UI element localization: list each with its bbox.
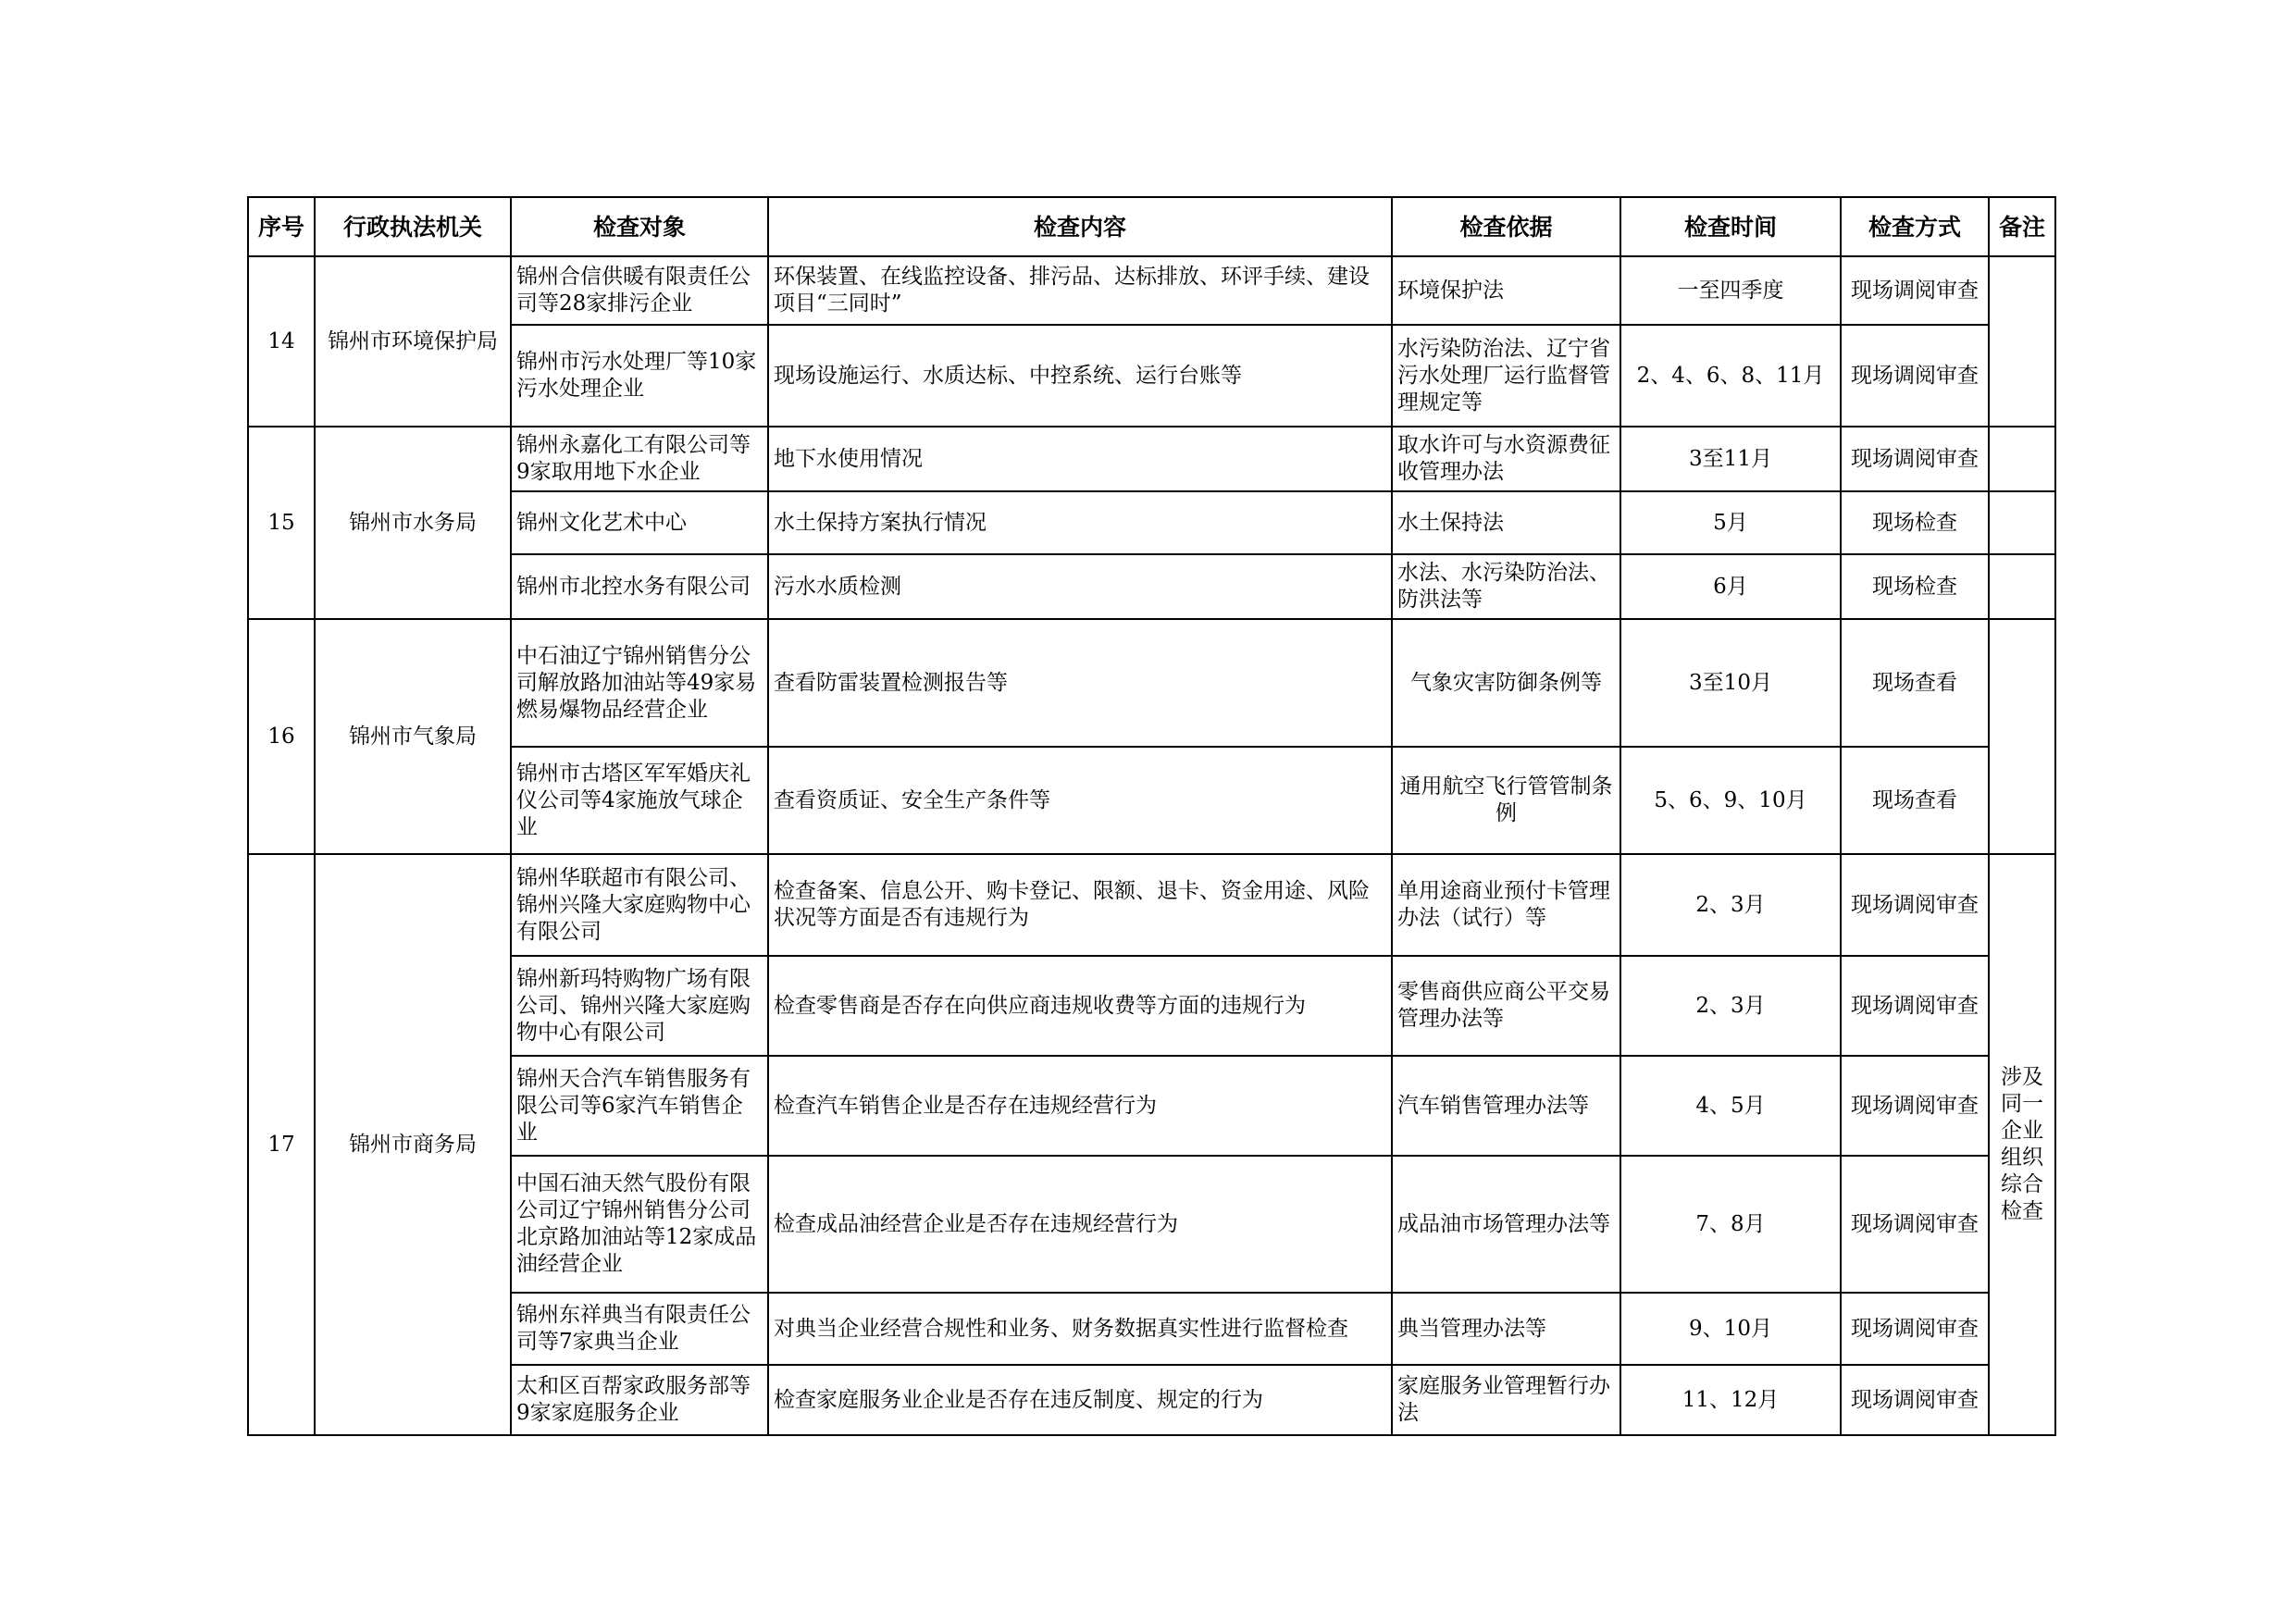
table-row bbox=[248, 854, 2055, 956]
table-row bbox=[248, 554, 2055, 619]
basis-cell: 成品油市场管理办法等 bbox=[1392, 1156, 1620, 1293]
header-basis: 检查依据 bbox=[1392, 197, 1620, 256]
content-cell: 检查备案、信息公开、购卡登记、限额、退卡、资金用途、风险状况等方面是否有违规行为 bbox=[768, 854, 1392, 956]
basis-cell: 取水许可与水资源费征收管理办法 bbox=[1392, 427, 1620, 491]
header-method: 检查方式 bbox=[1841, 197, 1989, 256]
header-agency: 行政执法机关 bbox=[315, 197, 511, 256]
time-cell: 一至四季度 bbox=[1620, 256, 1841, 325]
time-cell: 5月 bbox=[1620, 491, 1841, 554]
method-cell: 现场调阅审查 bbox=[1841, 256, 1989, 325]
time-cell: 4、5月 bbox=[1620, 1056, 1841, 1156]
target-cell: 锦州市污水处理厂等10家污水处理企业 bbox=[511, 325, 768, 427]
target-cell: 锦州文化艺术中心 bbox=[511, 491, 768, 554]
basis-cell: 气象灾害防御条例等 bbox=[1392, 619, 1620, 747]
target-cell: 锦州永嘉化工有限公司等9家取用地下水企业 bbox=[511, 427, 768, 491]
inspection-plan-table bbox=[247, 196, 2056, 1436]
agency-cell: 锦州市气象局 bbox=[315, 619, 511, 854]
target-cell: 锦州合信供暖有限责任公司等28家排污企业 bbox=[511, 256, 768, 325]
time-cell: 6月 bbox=[1620, 554, 1841, 619]
target-cell: 锦州华联超市有限公司、锦州兴隆大家庭购物中心有限公司 bbox=[511, 854, 768, 956]
content-cell: 对典当企业经营合规性和业务、财务数据真实性进行监督检查 bbox=[768, 1293, 1392, 1365]
method-cell: 现场调阅审查 bbox=[1841, 1365, 1989, 1435]
time-cell: 2、3月 bbox=[1620, 854, 1841, 956]
basis-cell: 水法、水污染防治法、防洪法等 bbox=[1392, 554, 1620, 619]
basis-cell: 典当管理办法等 bbox=[1392, 1293, 1620, 1365]
header-time: 检查时间 bbox=[1620, 197, 1841, 256]
method-cell: 现场调阅审查 bbox=[1841, 956, 1989, 1056]
content-cell: 检查家庭服务业企业是否存在违反制度、规定的行为 bbox=[768, 1365, 1392, 1435]
basis-cell: 单用途商业预付卡管理办法（试行）等 bbox=[1392, 854, 1620, 956]
target-cell: 锦州市北控水务有限公司 bbox=[511, 554, 768, 619]
table-row bbox=[248, 1365, 2055, 1435]
table-row bbox=[248, 325, 2055, 427]
method-cell: 现场查看 bbox=[1841, 619, 1989, 747]
basis-cell: 环境保护法 bbox=[1392, 256, 1620, 325]
note-cell bbox=[1989, 491, 2055, 554]
content-cell: 地下水使用情况 bbox=[768, 427, 1392, 491]
time-cell: 3至10月 bbox=[1620, 619, 1841, 747]
basis-cell: 家庭服务业管理暂行办法 bbox=[1392, 1365, 1620, 1435]
time-cell: 5、6、9、10月 bbox=[1620, 747, 1841, 854]
time-cell: 9、10月 bbox=[1620, 1293, 1841, 1365]
note-cell bbox=[1989, 427, 2055, 491]
method-cell: 现场调阅审查 bbox=[1841, 325, 1989, 427]
header-target: 检查对象 bbox=[511, 197, 768, 256]
table-row bbox=[248, 619, 2055, 747]
header-note: 备注 bbox=[1989, 197, 2055, 256]
target-cell: 锦州市古塔区军军婚庆礼仪公司等4家施放气球企业 bbox=[511, 747, 768, 854]
method-cell: 现场调阅审查 bbox=[1841, 1156, 1989, 1293]
seq-cell: 14 bbox=[248, 256, 315, 427]
target-cell: 锦州东祥典当有限责任公司等7家典当企业 bbox=[511, 1293, 768, 1365]
target-cell: 中国石油天然气股份有限公司辽宁锦州销售分公司北京路加油站等12家成品油经营企业 bbox=[511, 1156, 768, 1293]
content-cell: 检查零售商是否存在向供应商违规收费等方面的违规行为 bbox=[768, 956, 1392, 1056]
content-cell: 查看资质证、安全生产条件等 bbox=[768, 747, 1392, 854]
time-cell: 11、12月 bbox=[1620, 1365, 1841, 1435]
time-cell: 2、3月 bbox=[1620, 956, 1841, 1056]
basis-cell: 零售商供应商公平交易管理办法等 bbox=[1392, 956, 1620, 1056]
content-cell: 水土保持方案执行情况 bbox=[768, 491, 1392, 554]
time-cell: 2、4、6、8、11月 bbox=[1620, 325, 1841, 427]
agency-cell: 锦州市水务局 bbox=[315, 427, 511, 619]
basis-cell: 通用航空飞行管管制条例 bbox=[1392, 747, 1620, 854]
agency-cell: 锦州市环境保护局 bbox=[315, 256, 511, 427]
table-row bbox=[248, 1156, 2055, 1293]
target-cell: 锦州天合汽车销售服务有限公司等6家汽车销售企业 bbox=[511, 1056, 768, 1156]
note-cell: 涉及同一企业组织综合检查 bbox=[1989, 854, 2055, 1435]
content-cell: 现场设施运行、水质达标、中控系统、运行台账等 bbox=[768, 325, 1392, 427]
basis-cell: 水土保持法 bbox=[1392, 491, 1620, 554]
agency-cell: 锦州市商务局 bbox=[315, 854, 511, 1435]
content-cell: 检查成品油经营企业是否存在违规经营行为 bbox=[768, 1156, 1392, 1293]
content-cell: 环保装置、在线监控设备、排污品、达标排放、环评手续、建设项目“三同时” bbox=[768, 256, 1392, 325]
method-cell: 现场调阅审查 bbox=[1841, 854, 1989, 956]
method-cell: 现场检查 bbox=[1841, 491, 1989, 554]
basis-cell: 水污染防治法、辽宁省污水处理厂运行监督管理规定等 bbox=[1392, 325, 1620, 427]
note-cell bbox=[1989, 554, 2055, 619]
method-cell: 现场检查 bbox=[1841, 554, 1989, 619]
note-cell bbox=[1989, 256, 2055, 427]
content-cell: 检查汽车销售企业是否存在违规经营行为 bbox=[768, 1056, 1392, 1156]
note-cell bbox=[1989, 619, 2055, 854]
method-cell: 现场调阅审查 bbox=[1841, 427, 1989, 491]
table-row bbox=[248, 1293, 2055, 1365]
table-row bbox=[248, 256, 2055, 325]
target-cell: 锦州新玛特购物广场有限公司、锦州兴隆大家庭购物中心有限公司 bbox=[511, 956, 768, 1056]
header-seq: 序号 bbox=[248, 197, 315, 256]
target-cell: 太和区百帮家政服务部等9家家庭服务企业 bbox=[511, 1365, 768, 1435]
table-row bbox=[248, 491, 2055, 554]
method-cell: 现场调阅审查 bbox=[1841, 1056, 1989, 1156]
content-cell: 污水水质检测 bbox=[768, 554, 1392, 619]
content-cell: 查看防雷装置检测报告等 bbox=[768, 619, 1392, 747]
table-row bbox=[248, 1056, 2055, 1156]
method-cell: 现场调阅审查 bbox=[1841, 1293, 1989, 1365]
table-row bbox=[248, 747, 2055, 854]
header-row bbox=[248, 197, 2055, 256]
target-cell: 中石油辽宁锦州销售分公司解放路加油站等49家易燃易爆物品经营企业 bbox=[511, 619, 768, 747]
seq-cell: 16 bbox=[248, 619, 315, 854]
time-cell: 7、8月 bbox=[1620, 1156, 1841, 1293]
table-row bbox=[248, 956, 2055, 1056]
seq-cell: 17 bbox=[248, 854, 315, 1435]
header-content: 检查内容 bbox=[768, 197, 1392, 256]
method-cell: 现场查看 bbox=[1841, 747, 1989, 854]
seq-cell: 15 bbox=[248, 427, 315, 619]
time-cell: 3至11月 bbox=[1620, 427, 1841, 491]
table-row bbox=[248, 427, 2055, 491]
basis-cell: 汽车销售管理办法等 bbox=[1392, 1056, 1620, 1156]
